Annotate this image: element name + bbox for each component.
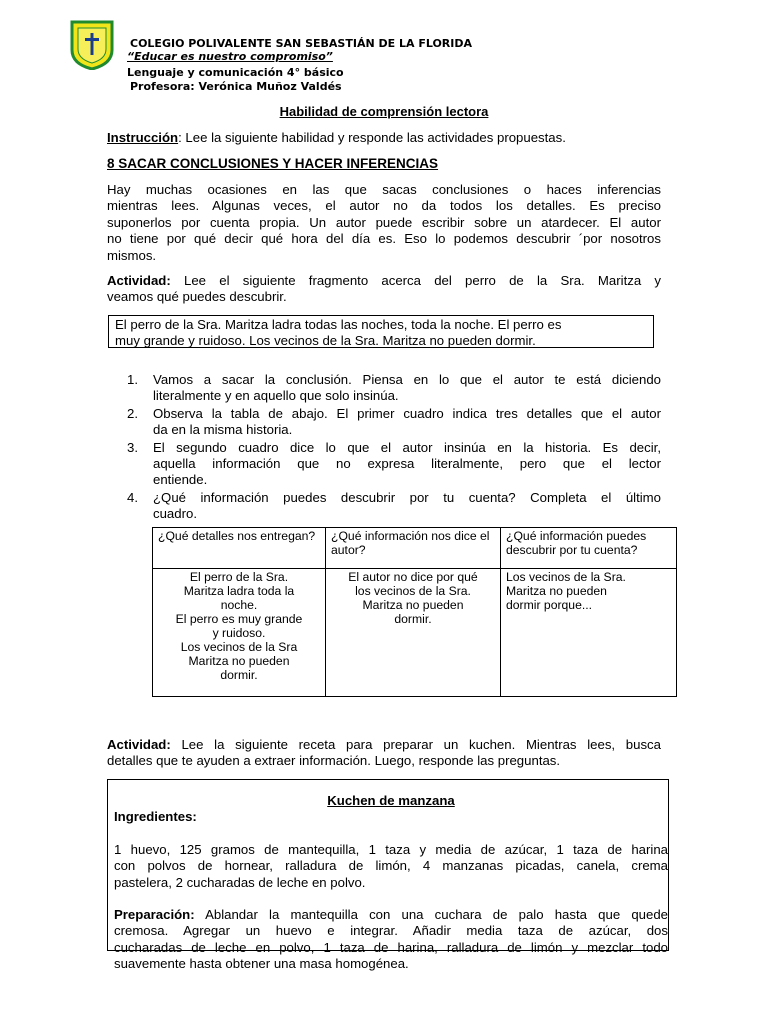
step-line: Vamos a sacar la conclusión. Piensa en lo que el autor te está diciendo bbox=[153, 372, 661, 387]
step-line: aquella información que no expresa literalmente, pero que el lector bbox=[153, 456, 661, 472]
page-title: Habilidad de comprensión lectora bbox=[279, 104, 489, 119]
list-item bbox=[127, 440, 661, 489]
cell-line: los vecinos de la Sra. bbox=[355, 584, 471, 598]
cell-line: noche. bbox=[220, 598, 258, 612]
recipe-box bbox=[107, 779, 669, 972]
preparation-line: cremosa. Agregar un huevo e integrar. Añadir media taza de azúcar, dos bbox=[114, 923, 668, 939]
list-item bbox=[127, 372, 661, 405]
activity-1-text: Lee el siguiente fragmento acerca del perro de la Sra. Maritza y bbox=[170, 273, 661, 288]
step-line: Observa la tabla de abajo. El primer cuadro indica tres detalles que el autor bbox=[153, 405, 661, 421]
table-row bbox=[153, 569, 677, 697]
step-line: ¿Qué información puedes descubrir por tu cuenta? Completa el último bbox=[153, 489, 661, 505]
cell-line: El autor no dice por qué bbox=[348, 570, 478, 584]
recipe-title: Kuchen de manzana bbox=[327, 793, 455, 808]
ingredients-line: 1 huevo, 125 gramos de mantequilla, 1 taza y media de azúcar, 1 taza de harina bbox=[114, 841, 668, 857]
intro-line: suponerlos por cuenta propia. Un autor puede escribir sobre un atardecer. El autor bbox=[107, 214, 661, 230]
instruction bbox=[107, 130, 662, 146]
cell-line: El perro es muy grande bbox=[175, 612, 303, 626]
step-line: entiende. bbox=[153, 472, 208, 488]
fragment-line: El perro de la Sra. Maritza ladra todas las noches, toda la noche. El perro es bbox=[115, 317, 562, 332]
activity-2-text: detalles que te ayuden a extraer información. Luego, responde las preguntas. bbox=[107, 753, 561, 769]
preparation-line: suavemente hasta obtener una masa homogénea. bbox=[114, 956, 409, 972]
fragment-line: muy grande y ruidoso. Los vecinos de la Sra. Maritza no pueden dormir. bbox=[115, 333, 536, 349]
school-motto: “Educar es nuestro compromiso” bbox=[127, 50, 333, 63]
table-header-cell: ¿Qué información nos dice el autor? bbox=[326, 528, 501, 569]
intro-line: mientras lees. Algunas veces, el autor no da todos los detalles. Es preciso bbox=[107, 198, 661, 214]
cell-line: dormir porque... bbox=[506, 598, 593, 612]
intro-line: mismos. bbox=[107, 247, 157, 263]
cell-line: dormir. bbox=[220, 668, 258, 682]
cell-line: Maritza ladra toda la bbox=[183, 584, 295, 598]
activity-1-label: Actividad: bbox=[107, 273, 171, 288]
step-number: 4. bbox=[127, 489, 138, 505]
activity-2-label: Actividad: bbox=[107, 737, 171, 752]
step-line: literalmente y en aquello que solo insinúa. bbox=[153, 388, 399, 404]
table-cell-discover bbox=[501, 569, 677, 697]
list-item bbox=[127, 406, 661, 439]
table-header-row bbox=[153, 528, 677, 569]
cell-line: Los vecinos de la Sra bbox=[180, 640, 298, 654]
cell-line: dormir. bbox=[394, 612, 432, 626]
cell-line: Maritza no pueden bbox=[506, 584, 607, 598]
table-cell-author bbox=[326, 569, 501, 697]
fragment-box bbox=[108, 315, 654, 348]
school-logo bbox=[70, 20, 114, 70]
instruction-label: Instrucción bbox=[107, 130, 179, 145]
activity-1 bbox=[107, 273, 661, 306]
ingredients-line: pastelera, 2 cucharadas de leche en polvo. bbox=[114, 874, 366, 890]
preparation-line: cucharadas de leche en polvo, 1 taza de harina, ralladura de limón y mezclar todo bbox=[114, 939, 668, 955]
teacher-line: Profesora: Verónica Muñoz Valdés bbox=[130, 80, 342, 93]
ingredients-text bbox=[114, 842, 668, 891]
step-number: 1. bbox=[127, 372, 138, 387]
school-name: COLEGIO POLIVALENTE SAN SEBASTIÁN DE LA FLORIDA bbox=[130, 37, 473, 50]
table-cell-details bbox=[153, 569, 326, 697]
steps-list bbox=[127, 372, 661, 524]
subject-line: Lenguaje y comunicación 4° básico bbox=[127, 66, 344, 79]
instruction-text: : Lee la siguiente habilidad y responde las actividades propuestas. bbox=[178, 130, 566, 145]
step-line: cuadro. bbox=[153, 506, 197, 522]
table-header-cell: ¿Qué información puedes descubrir por tu cuenta? bbox=[501, 528, 677, 569]
intro-paragraph bbox=[107, 182, 661, 264]
activity-2 bbox=[107, 737, 661, 770]
step-number: 3. bbox=[127, 439, 138, 455]
activity-2-text: Lee la siguiente receta para preparar un kuchen. Mientras lees, busca bbox=[170, 737, 661, 752]
cell-line: Los vecinos de la Sra. bbox=[506, 570, 626, 584]
preparation-label: Preparación: bbox=[114, 907, 195, 923]
ingredients-label: Ingredientes: bbox=[114, 809, 197, 825]
section-title: 8 SACAR CONCLUSIONES Y HACER INFERENCIAS bbox=[107, 156, 439, 171]
cell-line: Maritza no pueden bbox=[188, 654, 290, 668]
cell-line: Maritza no pueden bbox=[362, 598, 464, 612]
step-line: da en la misma historia. bbox=[153, 422, 293, 438]
step-line: El segundo cuadro dice lo que el autor insinúa en la historia. Es decir, bbox=[153, 439, 661, 455]
preparation-text bbox=[114, 907, 668, 973]
intro-line: no tiene por qué decir qué hora del día es. Eso lo podemos descubrir ´por nosotros bbox=[107, 231, 661, 247]
intro-line: Hay muchas ocasiones en las que sacas conclusiones o haces inferencias bbox=[107, 182, 661, 197]
table-header-cell: ¿Qué detalles nos entregan? bbox=[153, 528, 326, 569]
list-item bbox=[127, 490, 661, 523]
step-number: 2. bbox=[127, 405, 138, 421]
preparation-line: Ablandar la mantequilla con una cuchara de palo hasta que quede bbox=[194, 907, 668, 923]
activity-1-text: veamos qué puedes descubrir. bbox=[107, 289, 287, 305]
cell-line: y ruidoso. bbox=[212, 626, 266, 640]
cell-line: El perro de la Sra. bbox=[189, 570, 289, 584]
ingredients-line: con polvos de hornear, ralladura de limón, 4 manzanas picadas, canela, crema bbox=[114, 858, 668, 874]
inference-table bbox=[152, 527, 677, 697]
